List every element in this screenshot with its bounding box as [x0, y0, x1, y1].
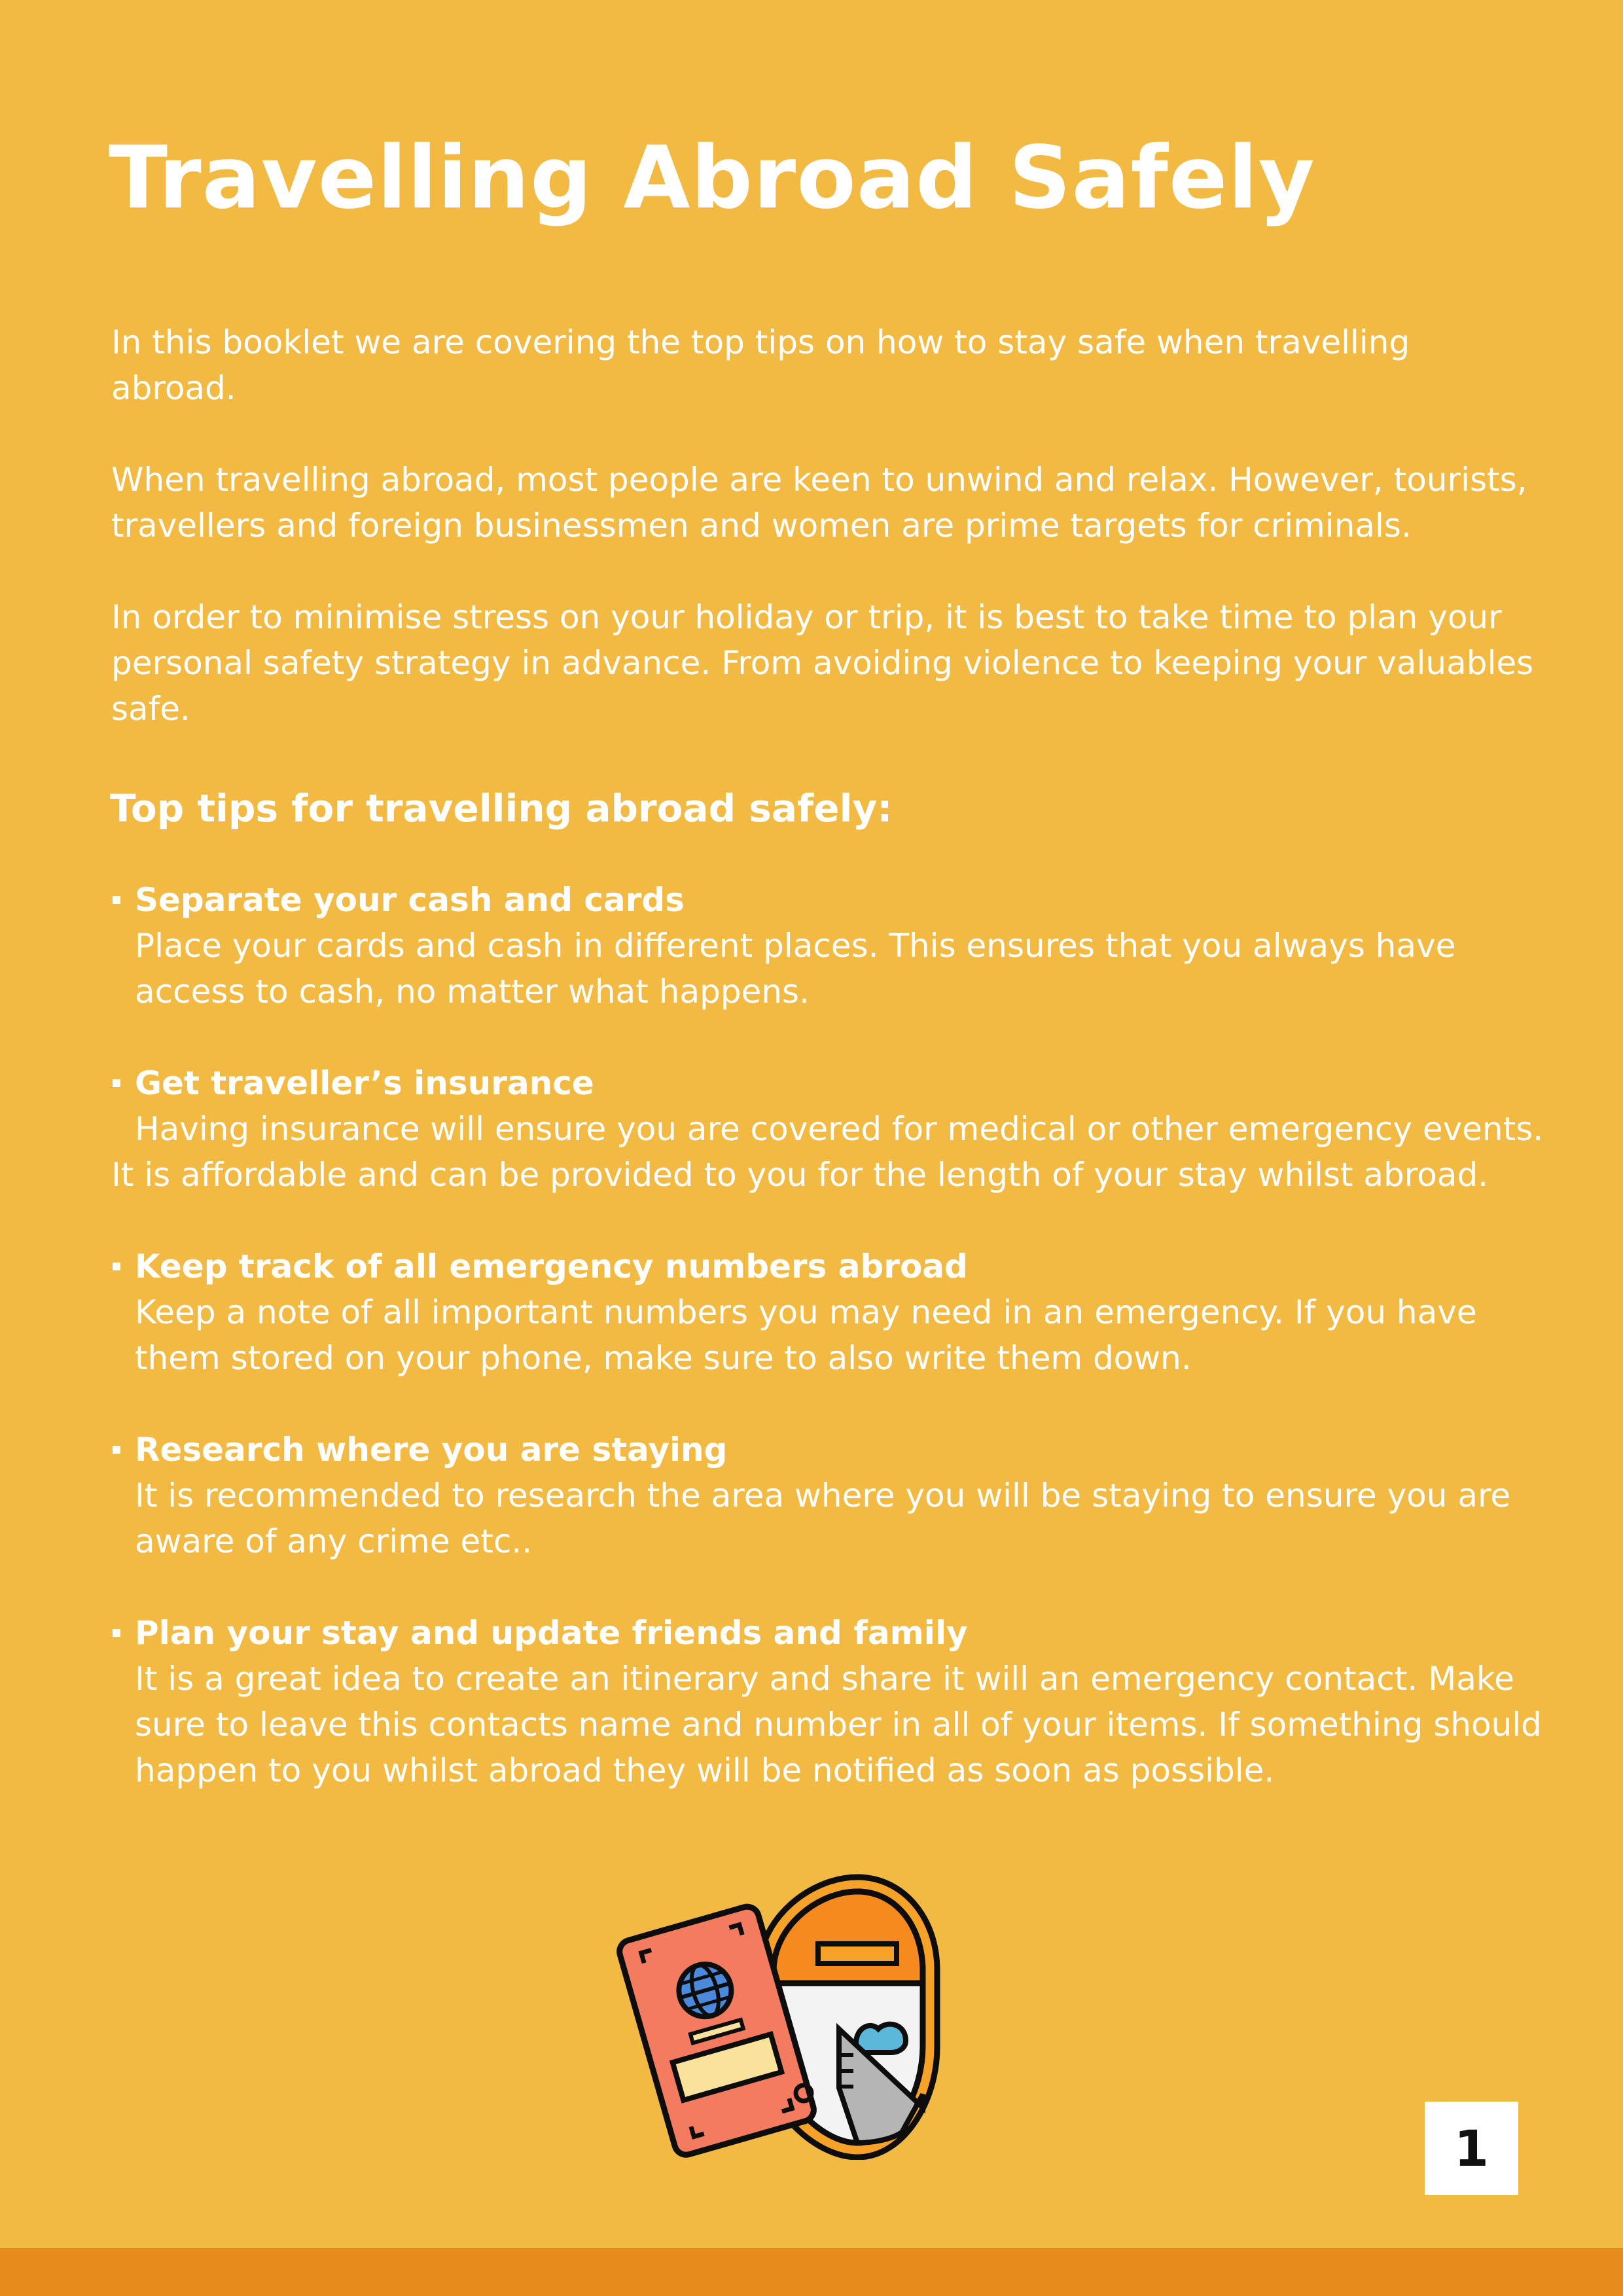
bullet-marker — [113, 1629, 120, 1637]
intro-paragraph: When travelling abroad, most people are keen to unwind and relax. However, tourists, travellers and foreign businessmen and women are prime targets for criminals. — [111, 461, 1527, 545]
tip-body: It is recommended to research the area where you will be staying to ensure you are aware of any crime etc.. — [135, 1477, 1511, 1560]
bullet-marker — [113, 1263, 120, 1270]
intro-paragraph: In order to minimise stress on your holiday or trip, it is best to take time to plan your personal safety strategy in advance. From avoiding violence to keeping your valuables safe. — [111, 598, 1534, 728]
intro-paragraph: In this booklet we are covering the top tips on how to stay safe when travelling abroad. — [111, 323, 1410, 407]
footer-bar — [0, 2248, 1623, 2296]
page-number: 1 — [1425, 2102, 1518, 2195]
bullet-marker — [113, 1079, 120, 1087]
tips-heading: Top tips for travelling abroad safely: — [110, 786, 893, 831]
tip-title: Research where you are staying — [135, 1431, 728, 1469]
tip-item — [111, 1060, 1606, 1198]
tips-list — [111, 877, 1606, 1839]
tip-item — [111, 1244, 1544, 1381]
bullet-marker — [113, 1446, 120, 1454]
tip-body: Keep a note of all important numbers you may need in an emergency. If you have them stored on your phone, make sure to also write them down. — [135, 1293, 1477, 1377]
tip-item — [111, 877, 1544, 1014]
tip-title: Get traveller’s insurance — [135, 1064, 594, 1102]
tip-item — [111, 1427, 1544, 1564]
tip-title: Plan your stay and update friends and family — [135, 1614, 968, 1652]
tip-body: Place your cards and cash in different places. This ensures that you always have access to cash, no matter what happens. — [135, 927, 1456, 1011]
tip-body: Having insurance will ensure you are covered for medical or other emergency events. It is affordable and can be provided to you for the length of your stay whilst abroad. — [111, 1110, 1606, 1194]
tip-body: It is a great idea to create an itinerary and share it will an emergency contact. Make sure to leave this contacts name and number in all of your items. If something should happen to you whilst abroad they will be notified as soon as possible. — [135, 1660, 1542, 1789]
tip-title: Keep track of all emergency numbers abroad — [135, 1247, 968, 1285]
page-title: Travelling Abroad Safely — [109, 128, 1315, 228]
tip-title: Separate your cash and cards — [135, 881, 685, 919]
travel-illustration — [596, 1872, 975, 2160]
bullet-marker — [113, 896, 120, 904]
intro-section — [111, 319, 1538, 778]
tip-item — [111, 1610, 1544, 1793]
